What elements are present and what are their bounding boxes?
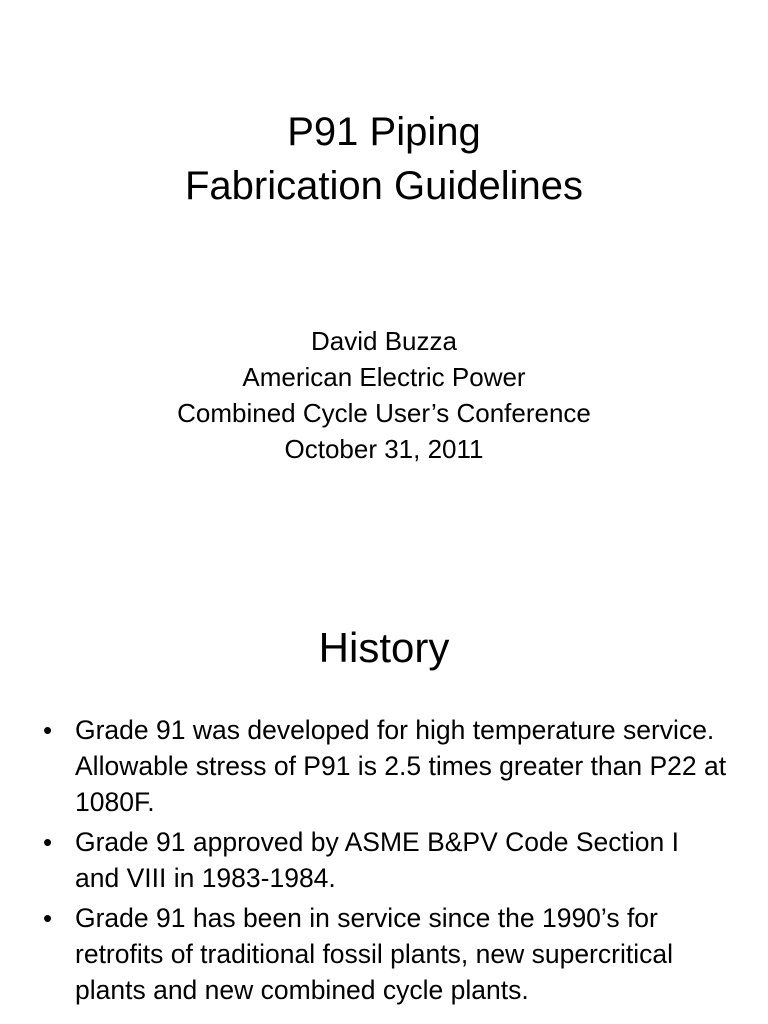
title-line-1: P91 Piping (287, 110, 481, 154)
bullet-icon: • (43, 903, 53, 933)
bullet-text: Grade 91 approved by ASME B&PV Code Section I and VIII in 1983-1984. (75, 827, 679, 893)
event-name: Combined Cycle User’s Conference (177, 398, 591, 428)
title-line-2: Fabrication Guidelines (185, 164, 583, 208)
slide-title (0, 105, 768, 213)
presentation-date: October 31, 2011 (284, 434, 484, 464)
history-heading: History (318, 624, 450, 671)
bullet-text: Grade 91 was developed for high temperature service. Allowable stress of P91 is 2.5 times greater than P22 at 1080F. (75, 715, 727, 817)
bullet-icon: • (43, 827, 53, 857)
bullet-icon: • (43, 715, 53, 745)
list-item (0, 824, 768, 896)
organization-name: American Electric Power (242, 362, 526, 392)
history-bullet-list (0, 712, 768, 1012)
list-item (0, 712, 768, 820)
author-name: David Buzza (311, 326, 457, 356)
list-item (0, 900, 768, 1008)
bullet-text: Grade 91 has been in service since the 1990’s for retrofits of traditional fossil plants, new supercritical plants and new combined cycle plants. (75, 903, 673, 1005)
slide-subtitle (0, 323, 768, 467)
